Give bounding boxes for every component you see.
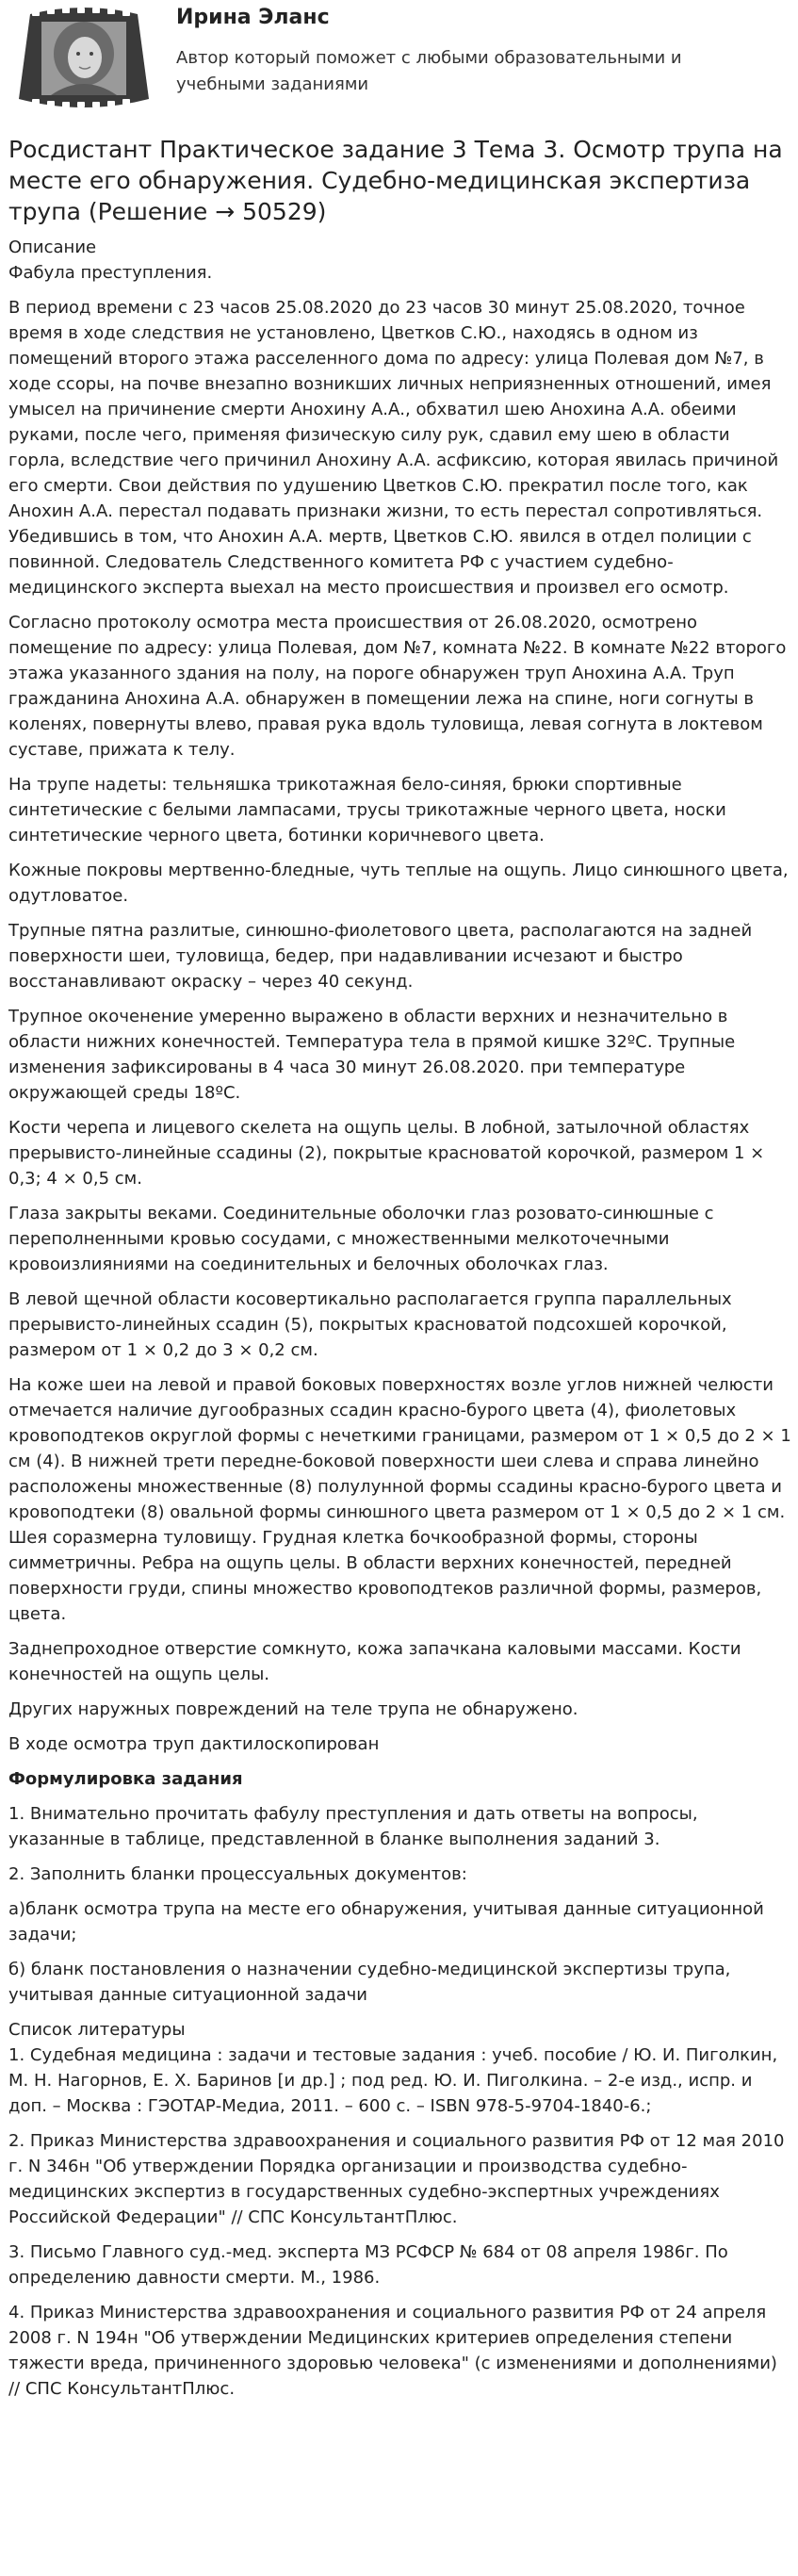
task-list: [8, 1801, 791, 2008]
plot-text: [8, 295, 791, 1757]
literature-item: 4. Приказ Министерства здравоохранения и социального развития РФ от 24 апреля 2008 г. N 194н "Об утверждении Медицинских критериев определения степени тяжести вреда, причиненного здоровью человека" (с изменениями и дополнениями) // СПС КонсультантПлюс.: [8, 2303, 777, 2399]
task-item: а)бланк осмотра трупа на месте его обнаружения, учитывая данные ситуационной задачи;: [8, 1899, 764, 1944]
author-description: Автор который поможет с любыми образовательными и учебными заданиями: [176, 48, 682, 94]
author-card: [8, 0, 791, 117]
plot-label: Фабула преступления.: [8, 263, 213, 283]
paragraph: Заднепроходное отверстие сомкнуто, кожа запачкана каловыми массами. Кости конечностей на ощупь целы.: [8, 1639, 741, 1684]
literature-item: 3. Письмо Главного суд.-мед. эксперта МЗ РСФСР № 684 от 08 апреля 1986г. По определению давности смерти. М., 1986.: [8, 2242, 728, 2288]
task-heading: Формулировка задания: [8, 1769, 243, 1789]
paragraph: Трупные пятна разлитые, синюшно-фиолетового цвета, располагаются на задней поверхности шеи, туловища, бедер, при надавливании исчезают и быстро восстанавливают окраску – через 40 секунд.: [8, 921, 753, 992]
literature-item: 1. Судебная медицина : задачи и тестовые задания : учеб. пособие / Ю. И. Пиголкин, М. Н. Нагорнов, Е. Х. Баринов [и др.] ; под ред. Ю. И. Пиголкина. – 2-е изд., испр. и доп. – Москва : ГЭОТАР-Медиа, 2011. – 600 с. – ISBN 978-5-9704-1840-6.;: [8, 2045, 778, 2116]
description-label: Описание: [8, 238, 97, 257]
task-item: 1. Внимательно прочитать фабулу преступления и дать ответы на вопросы, указанные в таблице, представленной в бланке выполнения заданий 3.: [8, 1804, 698, 1849]
literature-label: Список литературы: [8, 2020, 186, 2040]
author-avatar[interactable]: [13, 5, 155, 112]
paragraph: Трупное окоченение умеренно выражено в области верхних и незначительно в области нижних конечностей. Температура тела в прямой кишке 32ºС. Трупные изменения зафиксированы в 4 часа 30 минут 26.08.2020. при температуре окружающей среды 18ºС.: [8, 1007, 736, 1103]
paragraph: На коже шеи на левой и правой боковых поверхностях возле углов нижней челюсти отмечается наличие дугообразных ссадин красно-бурого цвета (4), фиолетовых кровоподтеков округлой формы с нечеткими границами, размером от 1 × 0,5 до 2 × 1 см (4). В нижней трети передне-боковой поверхности шеи слева и справа линейно расположены множественные (8) полулунной формы ссадины красно-бурого цвета и кровоподтеки (8) овальной формы синюшного цвета размером от 1 × 0,5 до 2 × 1 см. Шея соразмерна туловищу. Грудная клетка бочкообразной формы, стороны симметричны. Ребра на ощупь целы. В области верхних конечностей, передней поверхности груди, спины множество кровоподтеков различной формы, размеров, цвета.: [8, 1375, 791, 1624]
paragraph: В период времени с 23 часов 25.08.2020 до 23 часов 30 минут 25.08.2020, точное время в ходе следствия не установлено, Цветков С.Ю., находясь в одном из помещений второго этажа расселенного дома по адресу: улица Полевая дом №7, в ходе ссоры, на почве внезапно возникших личных неприязненных отношений, имея умысел на причинение смерти Анохину А.А., обхватил шею Анохина А.А. обеими руками, после чего, применяя физическую силу рук, сдавил ему шею в области горла, вследствие чего причинил Анохину А.А. асфиксию, которая явилась причиной его смерти. Свои действия по удушению Цветков С.Ю. прекратил после того, как Анохин А.А. перестал подавать признаки жизни, то есть перестал сопротивляться. Убедившись в том, что Анохин А.А. мертв, Цветков С.Ю. явился в отдел полиции с повинной. Следователь Следственного комитета РФ с участием судебно-медицинского эксперта выехал на место происшествия и произвел его осмотр.: [8, 298, 779, 598]
page-title: Росдистант Практическое задание 3 Тема 3. Осмотр трупа на месте его обнаружения. Судебно-медицинская экспертиза трупа (Решение → 50529): [8, 136, 783, 225]
author-avatar-photo-icon: [13, 5, 155, 112]
paragraph: Кожные покровы мертвенно-бледные, чуть теплые на ощупь. Лицо синюшного цвета, одутловатое.: [8, 861, 789, 906]
paragraph: На трупе надеты: тельняшка трикотажная бело-синяя, брюки спортивные синтетические с белыми лампасами, трусы трикотажные черного цвета, носки синтетические черного цвета, ботинки коричневого цвета.: [8, 775, 726, 845]
author-name[interactable]: Ирина Эланс: [176, 6, 330, 29]
paragraph: Глаза закрыты веками. Соединительные оболочки глаз розовато-синюшные с переполненными кровью сосудами, с множественными мелкоточечными кровоизлияниями на соединительных и белочных оболочках глаз.: [8, 1204, 714, 1274]
paragraph: В ходе осмотра труп дактилоскопирован: [8, 1734, 380, 1754]
task-item: 2. Заполнить бланки процессуальных документов:: [8, 1864, 467, 1884]
literature-item: 2. Приказ Министерства здравоохранения и социального развития РФ от 12 мая 2010 г. N 346н "Об утверждении Порядка организации и производства судебно-медицинских экспертиз в государственных судебно-экспертных учреждениях Российской Федерации" // СПС КонсультантПлюс.: [8, 2131, 785, 2227]
paragraph: Согласно протоколу осмотра места происшествия от 26.08.2020, осмотрено помещение по адресу: улица Полевая, дом №7, комната №22. В комнате №22 второго этажа указанного здания на полу, на пороге обнаружен труп Анохина А.А. Труп гражданина Анохина А.А. обнаружен в помещении лежа на спине, ноги согнуты в коленях, повернуты влево, правая рука вдоль туловища, левая согнута в локтевом суставе, прижата к телу.: [8, 613, 787, 760]
paragraph: Других наружных повреждений на теле трупа не обнаружено.: [8, 1699, 578, 1719]
literature-list: [8, 2043, 791, 2402]
paragraph: В левой щечной области косовертикально располагается группа параллельных прерывисто-линейных ссадин (5), покрытых красноватой подсохшей корочкой, размером от 1 × 0,2 до 3 × 0,2 см.: [8, 1289, 732, 1360]
task-item: б) бланк постановления о назначении судебно-медицинской экспертизы трупа, учитывая данные ситуационной задачи: [8, 1960, 731, 2005]
paragraph: Кости черепа и лицевого скелета на ощупь целы. В лобной, затылочной областях прерывисто-линейные ссадины (2), покрытые красноватой корочкой, размером 1 × 0,3; 4 × 0,5 см.: [8, 1118, 765, 1189]
